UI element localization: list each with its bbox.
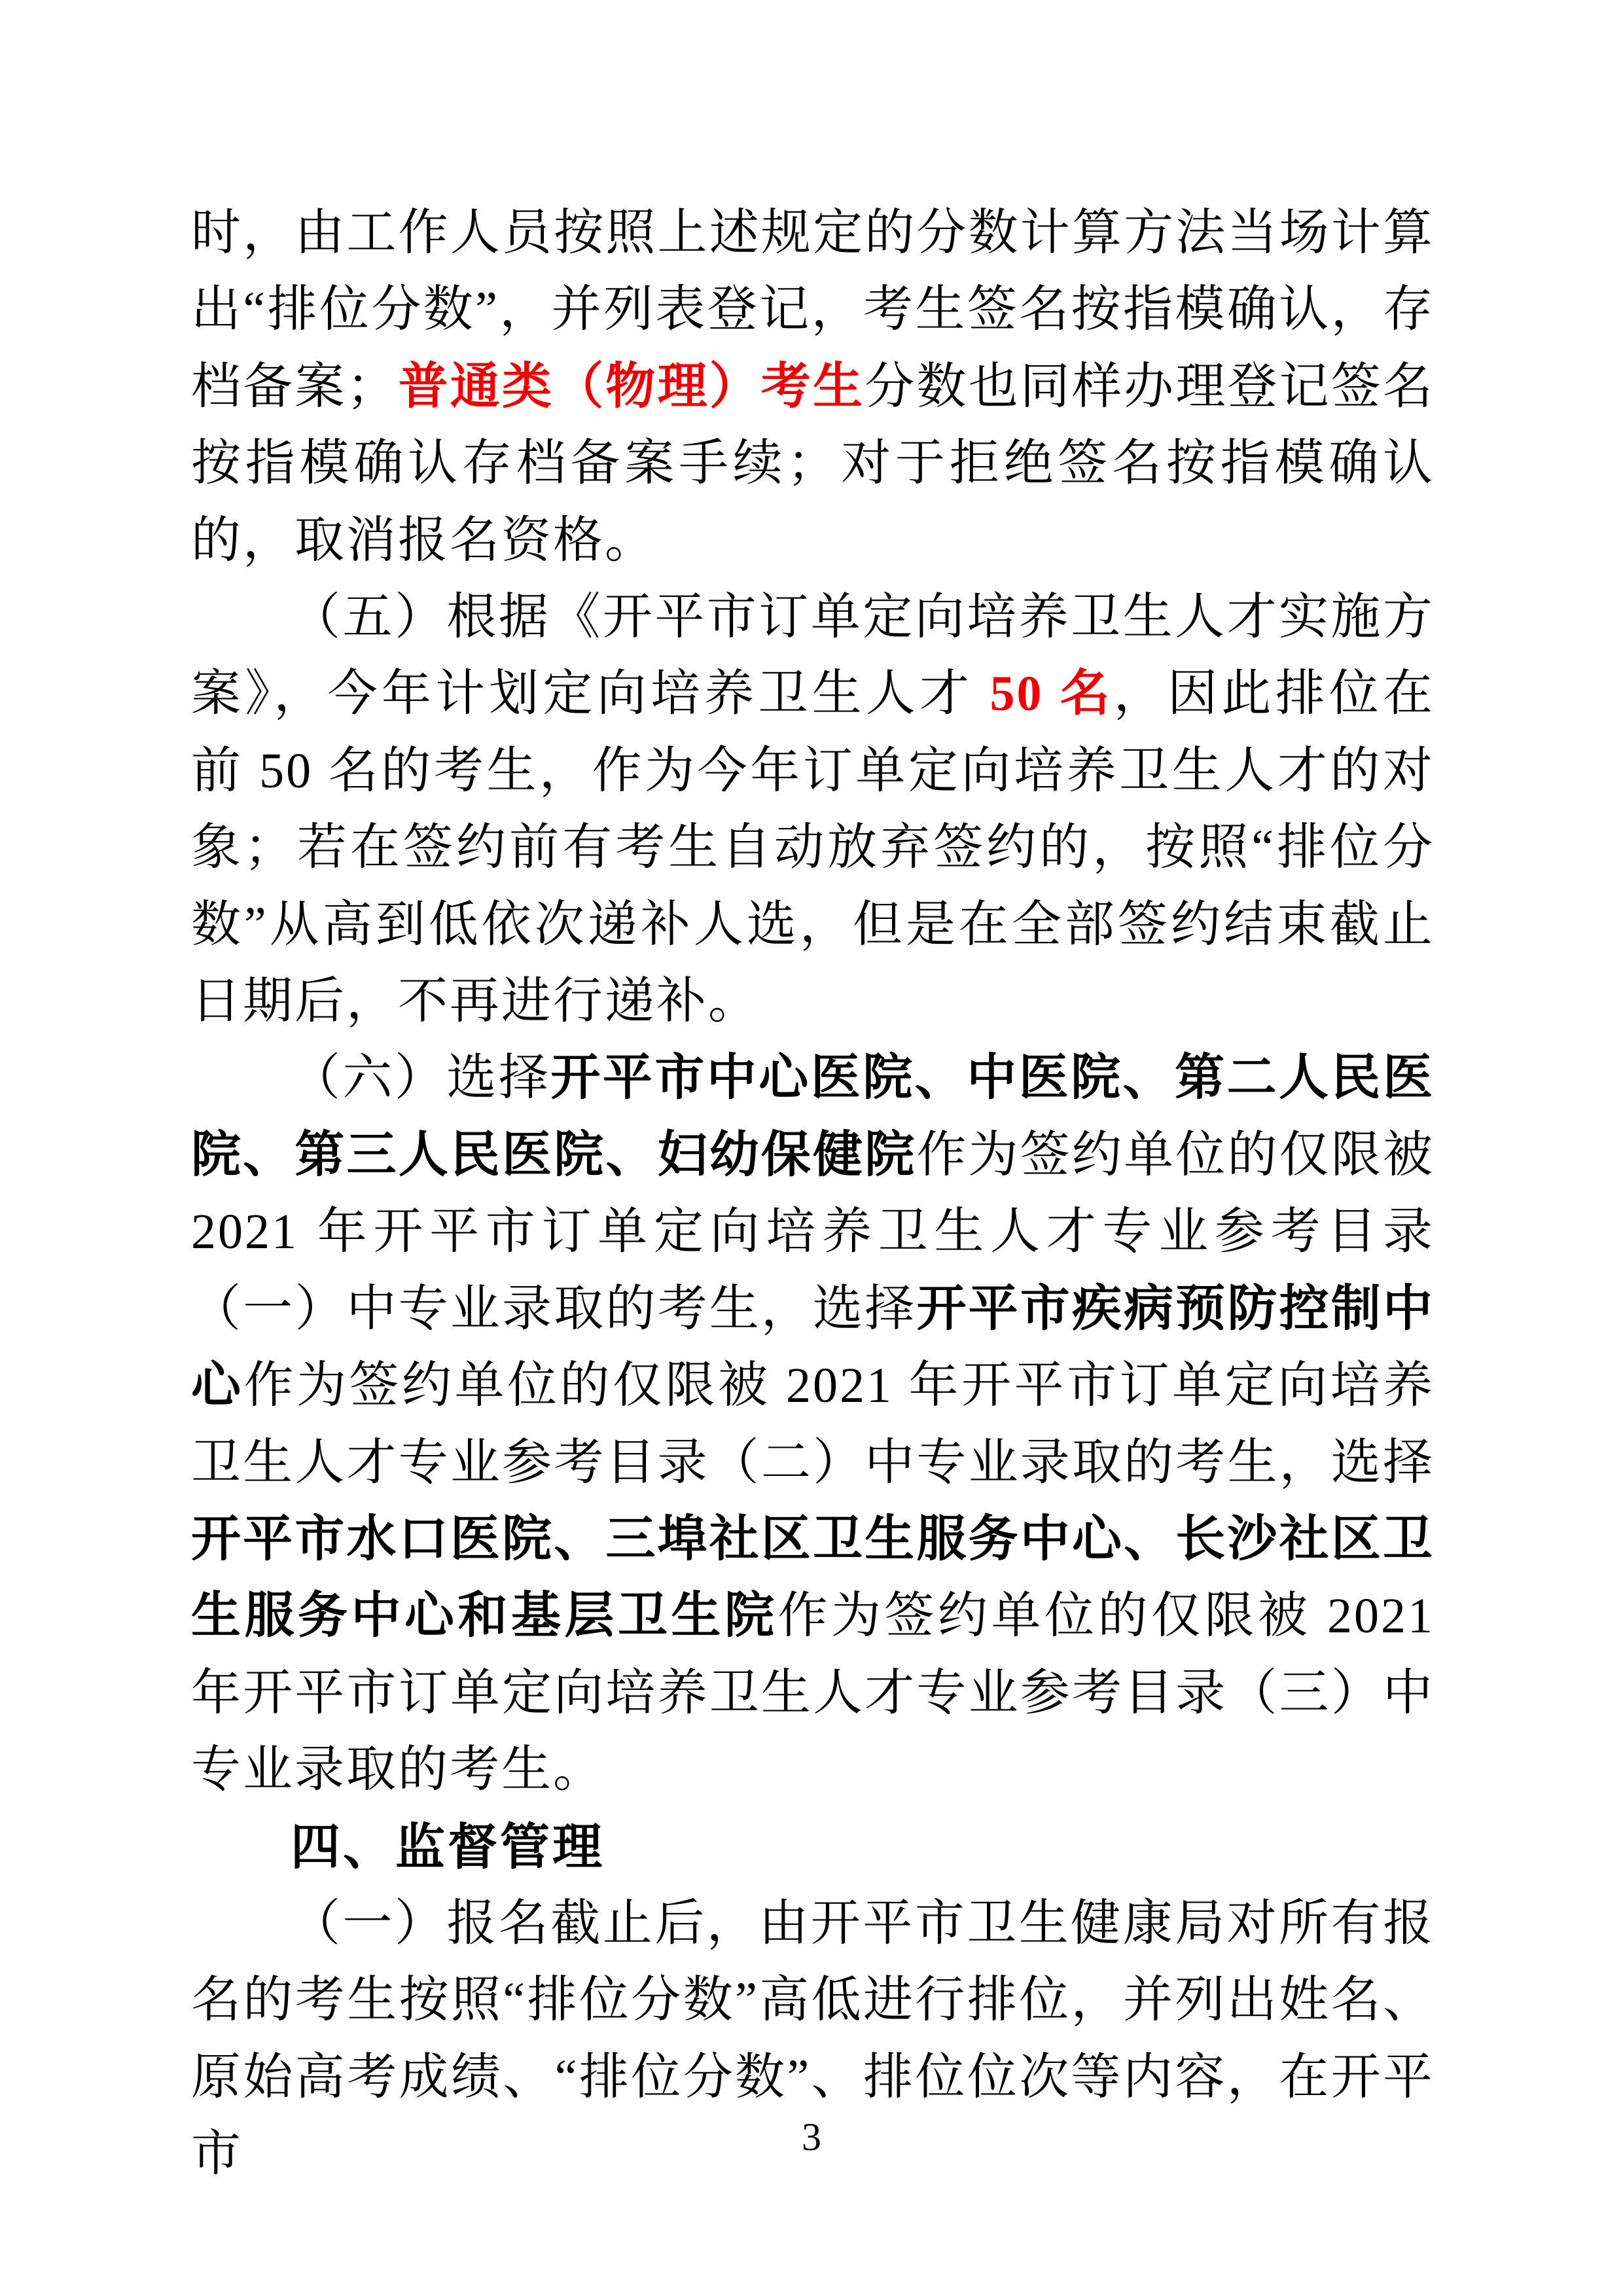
para-registration-confirmation: [191, 195, 1435, 579]
para-item-five-quota: [191, 579, 1435, 1040]
text-run: 时，由工作人员按照上述规定的分数计算方法当场计算出“排位分数”，并列表登记，考生签名按指模确认，存档备案；: [191, 206, 1435, 414]
para-section-four-heading: [191, 1809, 1435, 1886]
page-number: 3: [802, 2115, 821, 2159]
para-item-six-units: [191, 1040, 1435, 1808]
text-run: 作为签约单位的仅限被 2021 年开平市订单定向培养卫生人才专业参考目录（三）中专业录取的考生。: [191, 1588, 1435, 1798]
document-body: [191, 195, 1435, 2193]
text-run: （五）根据《开平市订单定向培养卫生人才实施方案》，今年计划定向培养卫生人才: [191, 590, 1435, 722]
red-highlight-text: 50 名: [990, 666, 1114, 722]
text-run: ，因此排位在前 50 名的考生，作为今年订单定向培养卫生人才的对象；若在签约前有考生自动放弃签约的，按照“排位分数”从高到低依次递补人选，但是在全部签约结束截止日期后，不再进行递补。: [191, 666, 1435, 1030]
text-run: 作为签约单位的仅限被 2021 年开平市订单定向培养卫生人才专业参考目录（二）中专业录取的考生，选择: [191, 1358, 1435, 1490]
text-run: 作为签约单位的仅限被 2021 年开平市订单定向培养卫生人才专业参考目录（一）中专业录取的考生，选择: [191, 1127, 1435, 1336]
bold-emphasis-text: 开平市中心医院、中医院、第二人民医院、第三人民医院、妇幼保健院: [191, 1050, 1435, 1183]
text-run: 分数也同样办理登记签名按指模确认存档备案手续；对于拒绝签名按指模确认的，取消报名资格。: [191, 359, 1435, 568]
red-highlight-text: 普通类（物理）考生: [398, 359, 865, 414]
text-run: （六）选择: [291, 1050, 551, 1106]
bold-emphasis-text: 开平市水口医院、三埠社区卫生服务中心、长沙社区卫生服务中心和基层卫生院: [191, 1511, 1435, 1644]
bold-emphasis-text: 开平市疾病预防控制中心: [191, 1281, 1435, 1414]
text-run: 四、监督管理: [291, 1819, 605, 1875]
text-run: （一）报名截止后，由开平市卫生健康局对所有报名的考生按照“排位分数”高低进行排位，并列出姓名、原始高考成绩、“排位分数”、排位位次等内容，在开平市: [191, 1895, 1435, 2182]
